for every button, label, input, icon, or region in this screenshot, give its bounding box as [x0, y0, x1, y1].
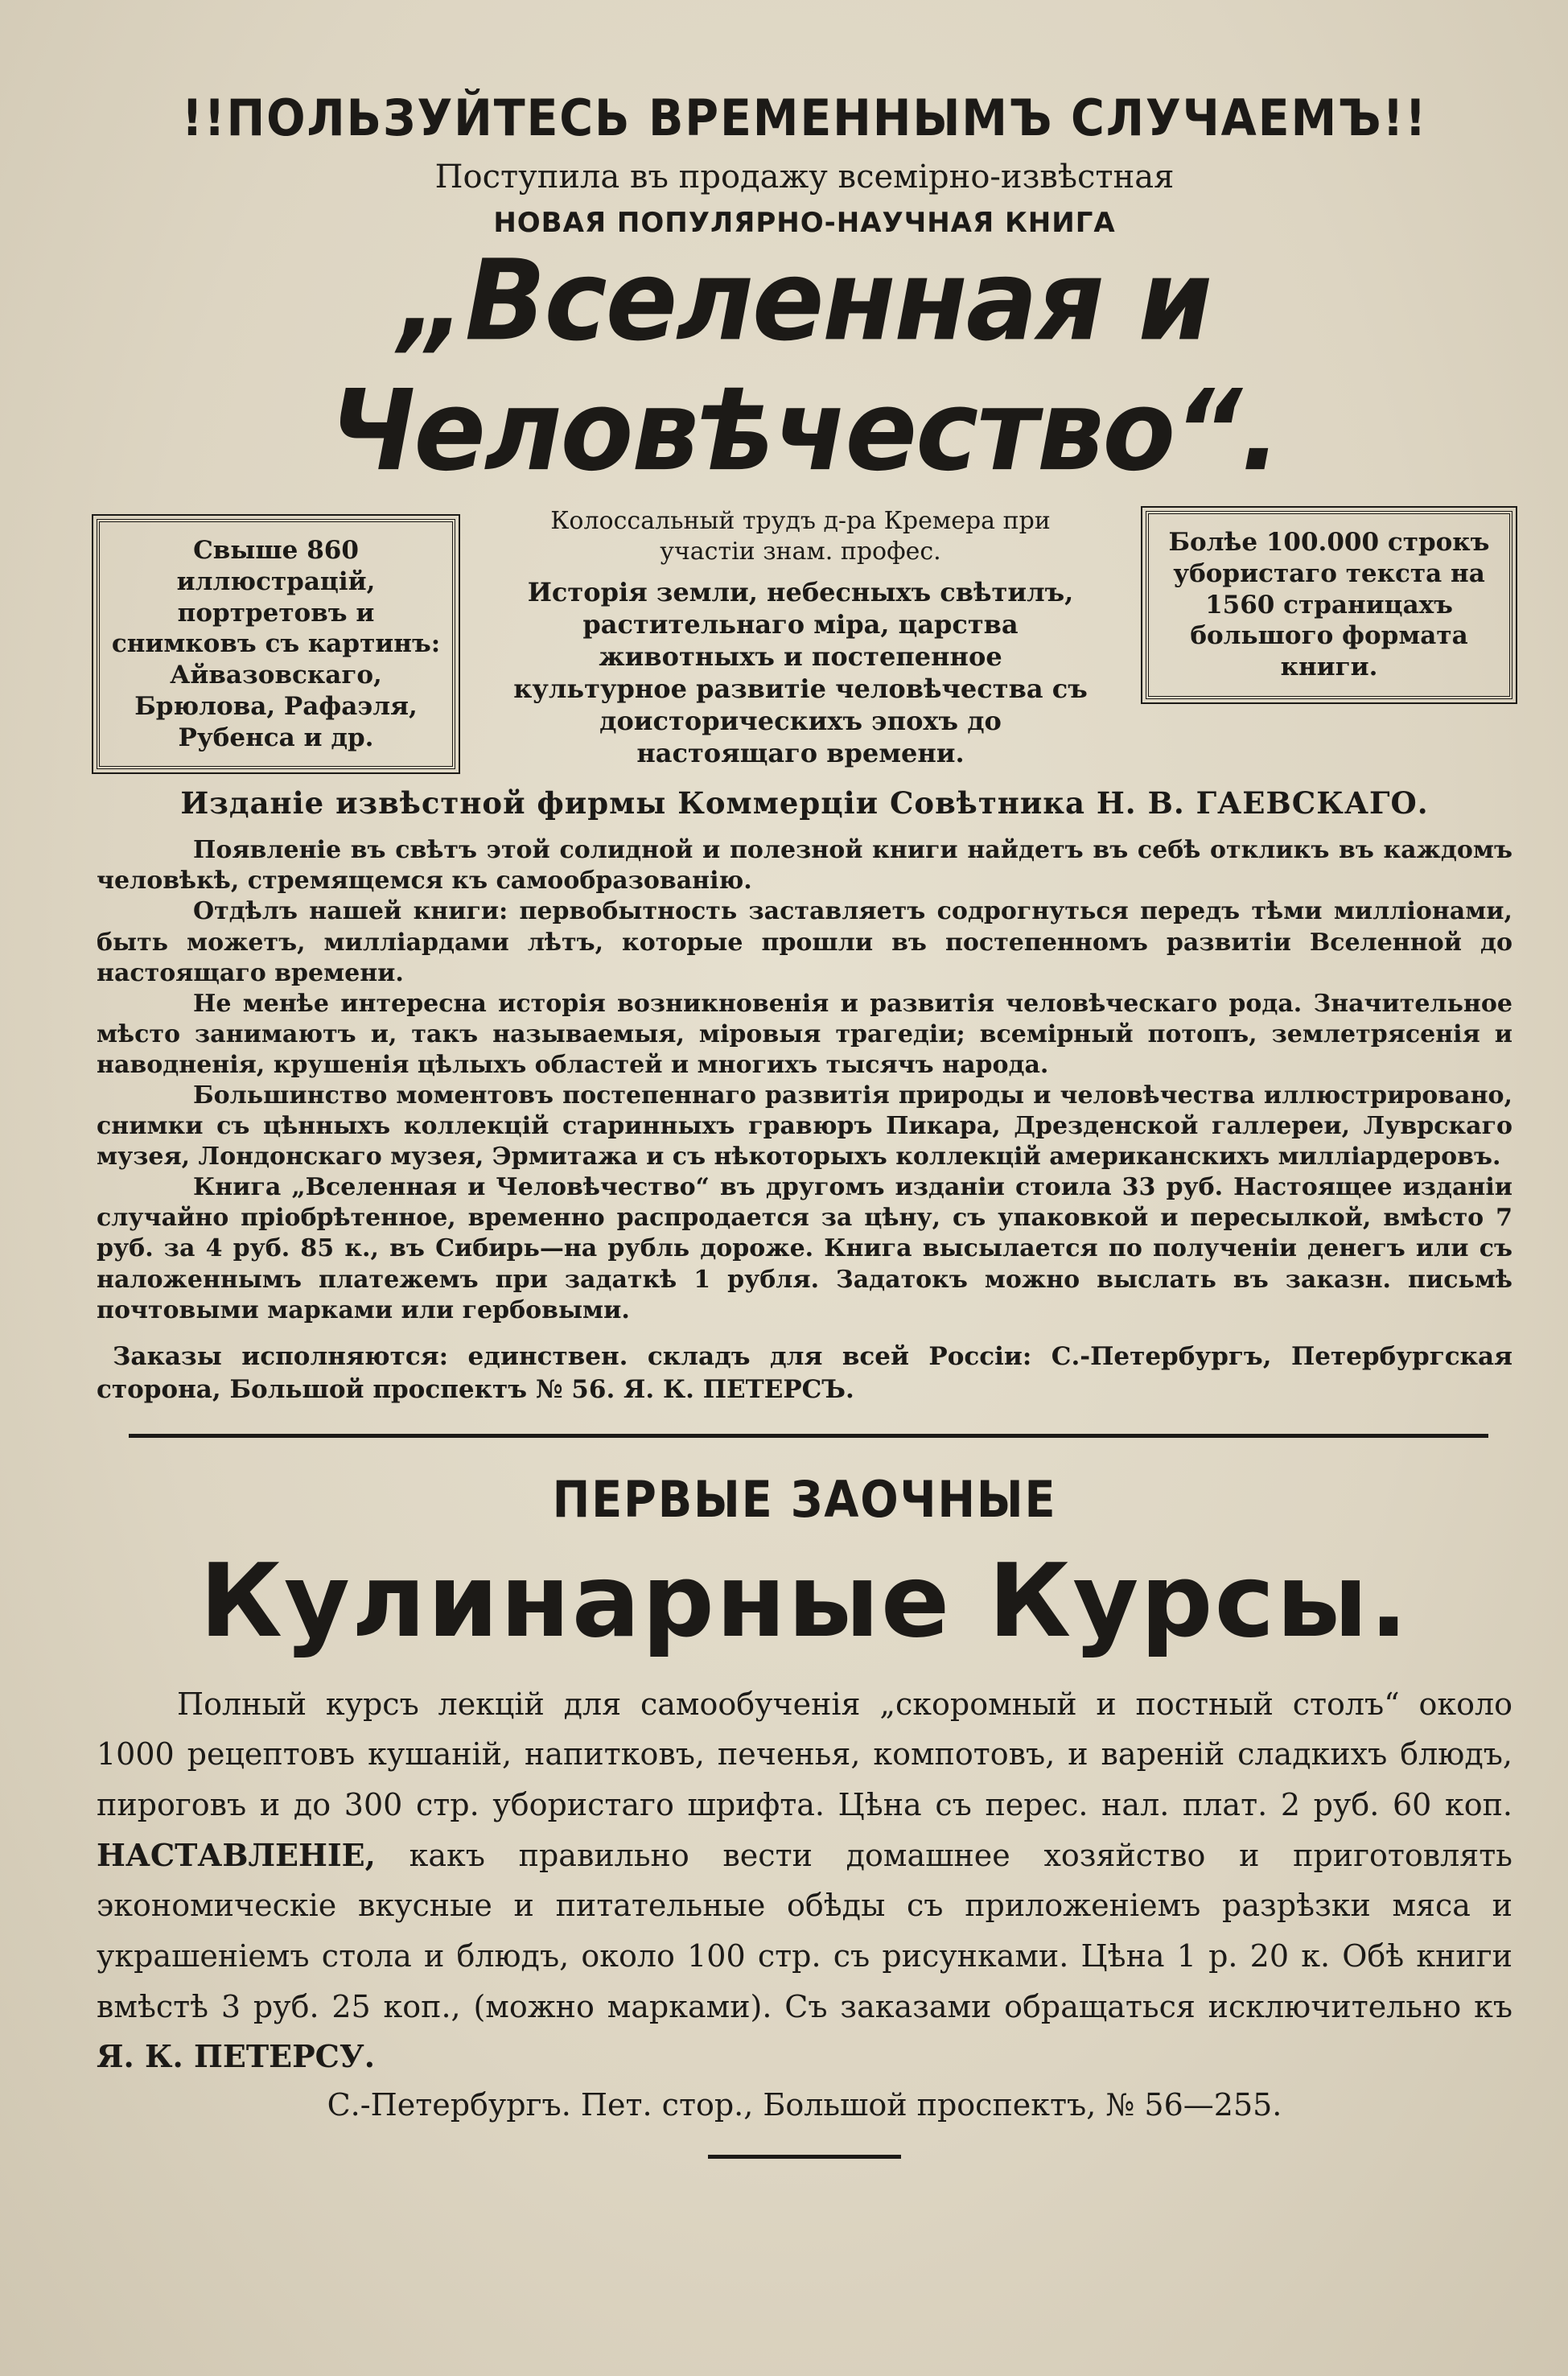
paragraph: Книга „Вселенная и Человѣчество“ въ другомъ изданіи стоила 33 руб. Настоящее изданіи случайно пріобрѣтенное, временно распродается за цѣну, съ упаковкой и пересылкой, вмѣсто 7 руб. за 4 руб. 85 к., въ Сибирь—на рубль дороже. Книга высылается по полученіи денегъ или съ наложеннымъ платежемъ при задаткѣ 1 рубля. Задатокъ можно выслать въ заказн. письмѣ почтовыми марками или гербовыми. [97, 1173, 1512, 1324]
info-columns [97, 506, 1512, 769]
ad2-headline: ПЕРВЫЕ ЗАОЧНЫЕ [552, 1469, 1057, 1529]
ad1-subline: Поступила въ продажу всемірно-извѣстная [434, 159, 1175, 196]
divider [129, 1434, 1488, 1438]
end-rule [708, 2155, 901, 2159]
publisher: Изданіе извѣстной фирмы Коммерціи Совѣтника Н. В. ГАЕВСКАГО. [180, 785, 1429, 822]
paragraph: Отдѣлъ нашей книги: первобытность заставляетъ содрогнуться передъ тѣми милліонами, быть можетъ, милліардами лѣтъ, которые прошли въ постепенномъ развитіи Вселенной до настоящаго времени. [97, 897, 1512, 987]
center-column [511, 506, 1090, 769]
paragraph: Большинство моментовъ постепеннаго развитія природы и человѣчества иллюстрировано, снимки съ цѣнныхъ коллекцій старинныхъ гравюръ Пикара, Дрезденской галлереи, Луврскаго музея, Лондонскаго музея, Эрмитажа и съ нѣкоторыхъ коллекцій американскихъ милліардеровъ. [97, 1081, 1512, 1172]
ad1-tagline: НОВАЯ ПОПУЛЯРНО-НАУЧНАЯ КНИГА [493, 207, 1116, 239]
ad2-title: Кулинарные Курсы. [199, 1541, 1410, 1660]
left-box: Свыше 860 иллюстрацій, портретовъ и снимковъ съ картинъ: Айвазовскаго, Брюлова, Рафаэля, Рубенса и др. [97, 519, 455, 769]
right-box: Болѣе 100.000 строкъ убористаго текста на 1560 страницахъ большого формата книги. [1146, 511, 1512, 699]
course-text-1: Полный курсъ лекцій для самообученія „скоромный и постный столъ“ около 1000 рецептовъ кушаній, напитковъ, печенья, компотовъ, и вареній сладкихъ блюдъ, пироговъ и до 300 стр. убористаго шрифта. Цѣна съ перес. нал. плат. 2 руб. 60 коп. [97, 1686, 1512, 1822]
course-text-2: какъ правильно вести домашнее хозяйство и приготовлять экономическіе вкусные и питательные обѣды съ приложеніемъ разрѣзки мяса и украшеніемъ стола и блюдъ, около 100 стр. съ рисунками. Цѣна 1 р. 20 к. Обѣ книги вмѣстѣ 3 руб. 25 коп., (можно марками). Съ заказами обращаться исключительно къ [97, 1837, 1512, 2024]
content [97, 89, 1512, 2159]
ad1-headline: !!ПОЛЬЗУЙТЕСЬ ВРЕМЕННЫМЪ СЛУЧАЕМЪ!! [181, 89, 1428, 147]
paragraph: Появленіе въ свѣтъ этой солидной и полезной книги найдетъ въ себѣ откликъ въ каждомъ человѣкѣ, стремящемся къ самообразованію. [97, 836, 1512, 896]
paragraph: Не менѣе интересна исторія возникновенія и развитія человѣческаго рода. Значительное мѣсто занимаютъ и, такъ называемыя, міровыя трагедіи; всемірный потопъ, землетрясенія и наводненія, крушенія цѣлыхъ областей и многихъ тысячъ народа. [97, 989, 1512, 1079]
orders-note: Заказы исполняются: единствен. складъ для всей Россіи: С.-Петербургъ, Петербургская сторона, Большой проспектъ № 56. Я. К. ПЕТЕРСЪ. [97, 1341, 1512, 1404]
book-title: „Вселенная и Человѣчество“. [329, 236, 1280, 496]
course-description [97, 1679, 1512, 2083]
course-bold-2: Я. К. ПЕТЕРСУ. [97, 2038, 375, 2075]
center-line1: Колоссальный трудъ д-ра Кремера при участіи знам. профес. [550, 507, 1051, 566]
address: С.-Петербургъ. Пет. стор., Большой проспектъ, № 56—255. [327, 2087, 1282, 2123]
course-bold-1: НАСТАВЛЕНІЕ, [97, 1836, 376, 1873]
center-line2: Исторія земли, небесныхъ свѣтилъ, растительнаго міра, царства животныхъ и постепенное культурное развитіе человѣчества съ доисторическихъ эпохъ до настоящаго времени. [513, 577, 1088, 768]
